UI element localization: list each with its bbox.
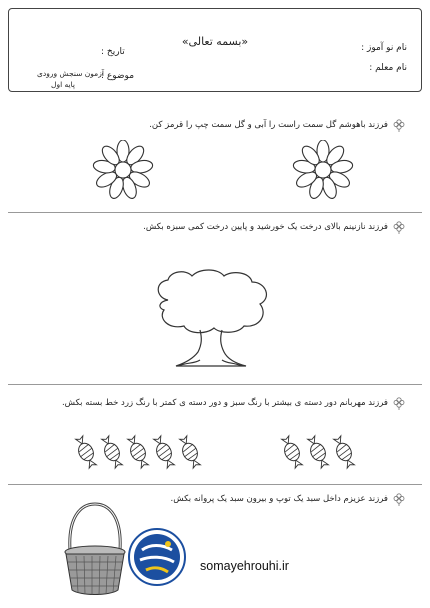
flower-icon [392,396,406,410]
candy [305,435,331,470]
flower-icon [392,492,406,506]
left-flower [88,140,158,200]
candy-group-more [74,432,208,472]
student-name-label: نام نو آموز : [361,43,407,53]
candy [74,435,99,470]
question-3 [16,396,406,410]
candy-group-less [280,432,360,472]
publisher-logo [128,528,186,586]
flower-icon [392,118,406,132]
subject-value-line2: پایه اول [51,80,76,89]
candy [331,435,357,470]
website-watermark: somayehrouhi.ir [200,559,289,573]
section-divider [8,212,422,213]
question-1-text: فرزند باهوشم گل سمت راست را آبی و گل سمت چپ را قرمز کن. [149,120,388,130]
date-label: تاریخ : [101,47,125,57]
question-1 [16,118,406,132]
question-4-text: فرزند عزیزم داخل سبد یک توپ و بیرون سبد یک پروانه بکش. [170,494,388,504]
section-divider [8,484,422,485]
candy [151,435,177,470]
question-2 [16,220,406,234]
section-divider [8,384,422,385]
candy [125,435,151,470]
candy [99,435,125,470]
right-flower [288,140,358,200]
flower-icon [392,220,406,234]
candy [177,435,203,470]
question-2-text: فرزند نازنینم بالای درخت یک خورشید و پایین درخت کمی سبزه بکش. [143,222,388,232]
header-box [8,8,422,92]
subject-label: موضوع : [101,71,135,81]
page-title: «بسمه تعالی» [181,35,249,48]
candy [280,435,305,470]
question-3-text: فرزند مهربانم دور دسته ی بیشتر با رنگ سبز و دور دسته ی کمتر با رنگ زرد خط بسته بکش. [61,398,388,408]
tree-outline [148,268,278,372]
basket [60,498,130,598]
teacher-name-label: نام معلم : [369,63,407,73]
subject-value-line1: آزمون سنجش ورودی [37,69,104,78]
